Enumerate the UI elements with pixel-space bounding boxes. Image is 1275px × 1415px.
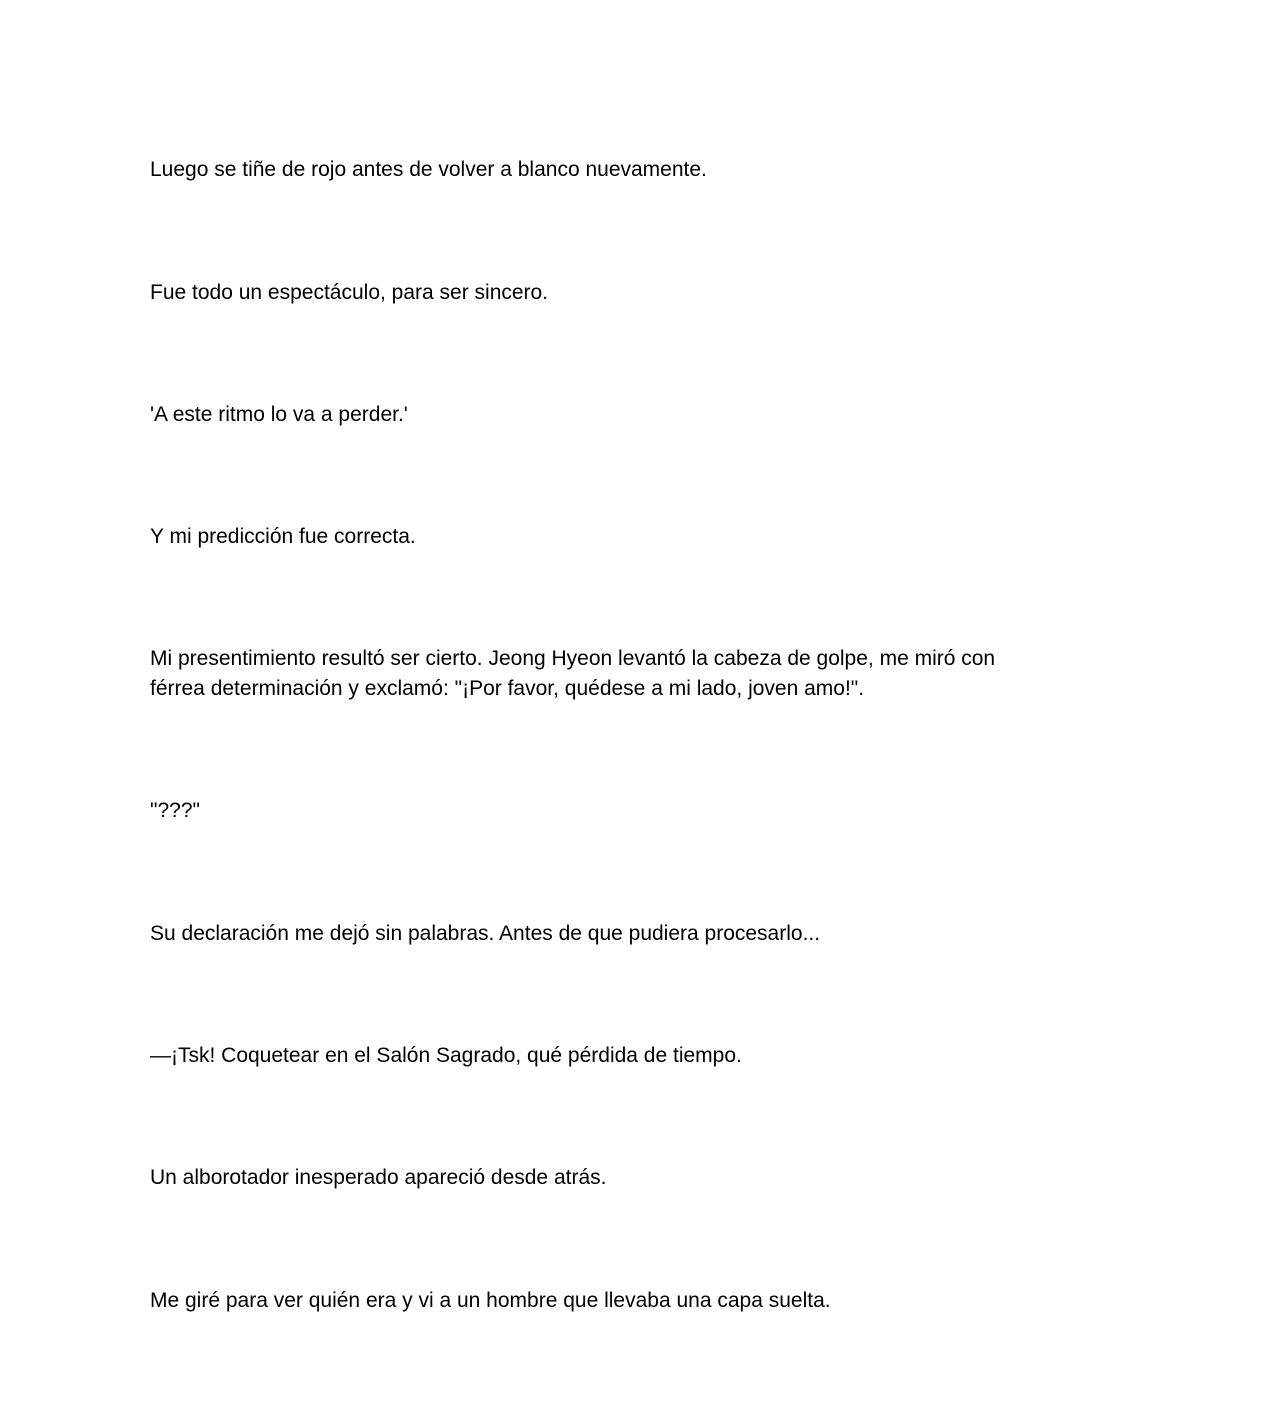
paragraph	[150, 644, 1110, 704]
paragraph	[150, 1286, 1110, 1316]
text-line: 'A este ritmo lo va a perder.'	[150, 403, 408, 426]
text-line: —¡Tsk! Coquetear en el Salón Sagrado, qué pérdida de tiempo.	[150, 1044, 742, 1067]
text-line: "???"	[150, 799, 200, 822]
paragraph	[150, 400, 1110, 430]
text-line: Y mi predicción fue correcta.	[150, 525, 416, 548]
paragraph	[150, 155, 1110, 185]
paragraph	[150, 1163, 1110, 1193]
text-line: Fue todo un espectáculo, para ser sincero.	[150, 281, 549, 304]
text-line: Mi presentimiento resultó ser cierto. Jeong Hyeon levantó la cabeza de golpe, me miró con	[150, 647, 996, 670]
text-line: Me giré para ver quién era y vi a un hombre que llevaba una capa suelta.	[150, 1289, 831, 1312]
paragraph	[150, 1041, 1110, 1071]
text-line: Su declaración me dejó sin palabras. Antes de que pudiera procesarlo...	[150, 922, 821, 945]
paragraph	[150, 522, 1110, 552]
text-line: Un alborotador inesperado apareció desde atrás.	[150, 1166, 607, 1189]
paragraph	[150, 796, 1110, 826]
paragraph	[150, 278, 1110, 308]
text-line: férrea determinación y exclamó: "¡Por favor, quédese a mi lado, joven amo!".	[150, 677, 865, 700]
paragraph	[150, 919, 1110, 949]
text-line: Luego se tiñe de rojo antes de volver a blanco nuevamente.	[150, 158, 707, 181]
